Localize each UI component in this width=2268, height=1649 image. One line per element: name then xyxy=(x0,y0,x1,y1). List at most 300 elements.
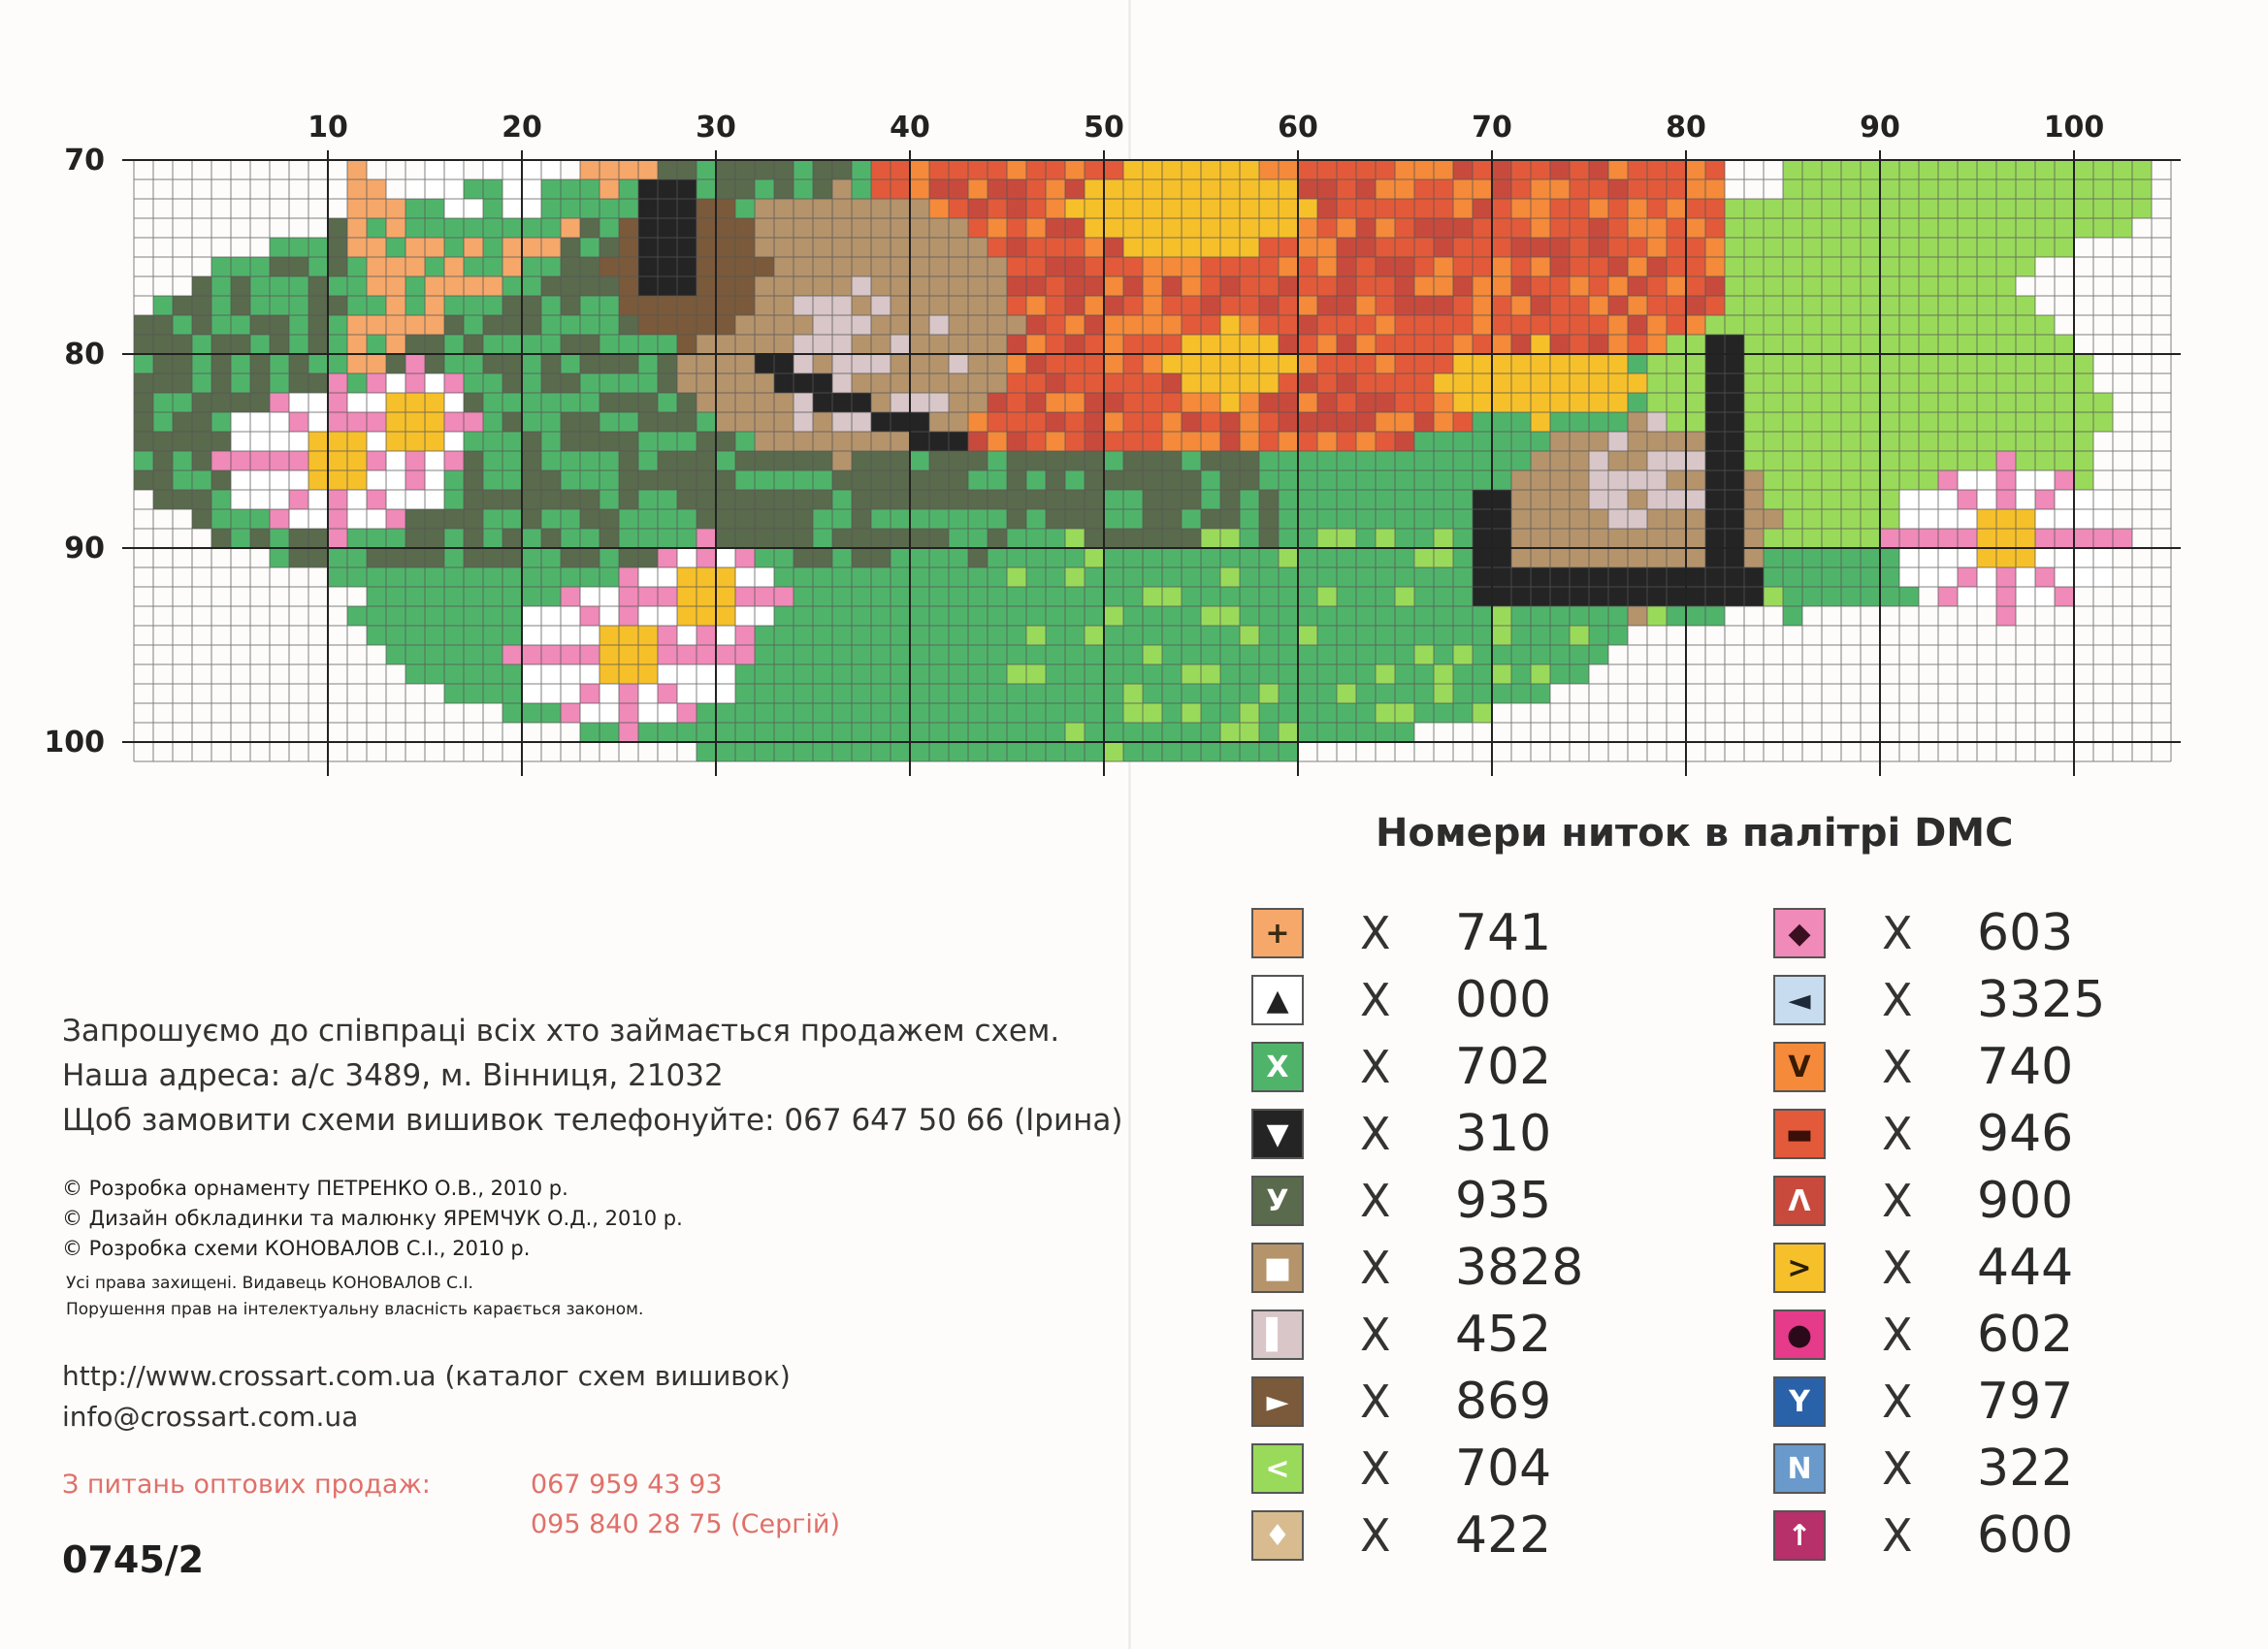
x-tick-label: 30 xyxy=(696,111,736,145)
stitch-cell xyxy=(1259,703,1279,723)
stitch-cell xyxy=(308,451,328,470)
stitch-cell xyxy=(211,490,231,509)
stitch-cell xyxy=(1531,548,1550,567)
stitch-cell xyxy=(1511,412,1531,432)
stitch-cell xyxy=(1143,451,1162,470)
legend-item xyxy=(1251,904,1698,971)
stitch-cell xyxy=(1065,567,1085,587)
stitch-cell xyxy=(2074,470,2093,490)
stitch-cell xyxy=(347,606,367,626)
stitch-cell xyxy=(1085,548,1104,567)
stitch-cell xyxy=(1783,393,1802,412)
stitch-cell xyxy=(988,432,1007,451)
stitch-cell xyxy=(1919,160,1938,179)
stitch-cell xyxy=(638,218,658,238)
stitch-cell xyxy=(1065,664,1085,684)
stitch-cell xyxy=(1667,587,1686,606)
stitch-cell xyxy=(599,238,619,257)
stitch-cell xyxy=(755,587,774,606)
stitch-cell xyxy=(1182,315,1201,335)
stitch-cell xyxy=(852,335,871,354)
stitch-cell xyxy=(1744,199,1764,218)
stitch-cell xyxy=(2016,257,2035,276)
stitch-cell xyxy=(1026,257,1046,276)
stitch-cell xyxy=(1570,490,1589,509)
stitch-cell xyxy=(716,567,735,587)
stitch-cell xyxy=(541,587,561,606)
stitch-cell xyxy=(367,432,386,451)
stitch-cell xyxy=(794,509,813,529)
stitch-cell xyxy=(1802,179,1822,199)
stitch-cell xyxy=(852,587,871,606)
stitch-cell xyxy=(1511,626,1531,645)
stitch-cell xyxy=(1414,684,1434,703)
stitch-cell xyxy=(1744,567,1764,587)
stitch-cell xyxy=(755,393,774,412)
stitch-cell xyxy=(580,257,599,276)
stitch-cell xyxy=(1996,548,2016,567)
stitch-cell xyxy=(716,393,735,412)
stitch-cell xyxy=(1958,218,1977,238)
stitch-cell xyxy=(2035,412,2055,432)
stitch-cell xyxy=(1899,393,1919,412)
stitch-cell xyxy=(1104,276,1123,296)
stitch-cell xyxy=(1531,315,1550,335)
stitch-cell xyxy=(755,354,774,373)
stitch-cell xyxy=(541,257,561,276)
stitch-cell xyxy=(658,276,677,296)
stitch-cell xyxy=(405,276,425,296)
stitch-cell xyxy=(638,276,658,296)
stitch-cell xyxy=(1822,587,1841,606)
legend-x-label: X xyxy=(1360,907,1391,959)
stitch-cell xyxy=(1240,373,1259,393)
stitch-cell xyxy=(1046,199,1065,218)
stitch-cell xyxy=(1162,335,1182,354)
stitch-cell xyxy=(852,199,871,218)
legend-swatch: Y xyxy=(1773,1376,1826,1427)
stitch-cell xyxy=(1550,645,1570,664)
stitch-cell xyxy=(425,257,444,276)
stitch-cell xyxy=(910,238,929,257)
stitch-cell xyxy=(774,490,794,509)
stitch-cell xyxy=(1550,296,1570,315)
stitch-cell xyxy=(1259,238,1279,257)
stitch-cell xyxy=(968,393,988,412)
stitch-cell xyxy=(1550,567,1570,587)
stitch-cell xyxy=(464,509,483,529)
stitch-cell xyxy=(561,509,580,529)
stitch-cell xyxy=(988,451,1007,470)
legend-thread-code: 3828 xyxy=(1455,1239,1584,1297)
stitch-cell xyxy=(1395,412,1414,432)
stitch-cell xyxy=(1705,509,1725,529)
stitch-cell xyxy=(1453,470,1473,490)
stitch-cell xyxy=(580,354,599,373)
stitch-cell xyxy=(1511,645,1531,664)
stitch-cell xyxy=(1162,393,1182,412)
stitch-cell xyxy=(1996,587,2016,606)
stitch-cell xyxy=(1492,529,1511,548)
stitch-cell xyxy=(483,160,502,179)
stitch-cell xyxy=(1453,373,1473,393)
stitch-cell xyxy=(1065,451,1085,470)
stitch-cell xyxy=(755,315,774,335)
stitch-cell xyxy=(231,412,250,432)
stitch-cell xyxy=(444,626,464,645)
stitch-cell xyxy=(308,490,328,509)
stitch-cell xyxy=(367,179,386,199)
stitch-cell xyxy=(1608,373,1628,393)
stitch-cell xyxy=(192,315,211,335)
stitch-cell xyxy=(1570,257,1589,276)
stitch-cell xyxy=(1104,179,1123,199)
stitch-cell xyxy=(735,276,755,296)
stitch-cell xyxy=(1628,432,1647,451)
stitch-cell xyxy=(1395,257,1414,276)
stitch-cell xyxy=(1686,587,1705,606)
stitch-cell xyxy=(1725,257,1744,276)
stitch-cell xyxy=(1977,296,1996,315)
stitch-cell xyxy=(1007,160,1026,179)
stitch-cell xyxy=(1356,179,1376,199)
stitch-cell xyxy=(1667,490,1686,509)
stitch-cell xyxy=(1143,393,1162,412)
stitch-cell xyxy=(1492,490,1511,509)
stitch-cell xyxy=(1317,276,1337,296)
stitch-cell xyxy=(1725,315,1744,335)
stitch-cell xyxy=(580,470,599,490)
stitch-cell xyxy=(1473,684,1492,703)
stitch-cell xyxy=(425,626,444,645)
stitch-cell xyxy=(347,335,367,354)
stitch-cell xyxy=(134,451,153,470)
stitch-cell xyxy=(1414,393,1434,412)
stitch-cell xyxy=(1182,664,1201,684)
stitch-cell xyxy=(1007,723,1026,742)
stitch-cell xyxy=(2113,529,2132,548)
credit-scheme: © Розробка схеми КОНОВАЛОВ С.І., 2010 р. xyxy=(62,1237,531,1260)
stitch-cell xyxy=(561,257,580,276)
stitch-cell xyxy=(697,432,716,451)
stitch-cell xyxy=(1182,276,1201,296)
stitch-cell xyxy=(1376,276,1395,296)
stitch-cell xyxy=(1182,509,1201,529)
stitch-cell xyxy=(1337,238,1356,257)
stitch-cell xyxy=(1589,529,1608,548)
stitch-cell xyxy=(1376,723,1395,742)
stitch-cell xyxy=(1628,199,1647,218)
stitch-cell xyxy=(1802,393,1822,412)
stitch-cell xyxy=(1143,432,1162,451)
stitch-cell xyxy=(1395,276,1414,296)
stitch-cell xyxy=(1899,160,1919,179)
stitch-cell xyxy=(231,451,250,470)
stitch-cell xyxy=(1899,567,1919,587)
stitch-cell xyxy=(813,160,832,179)
stitch-cell xyxy=(1589,606,1608,626)
stitch-cell xyxy=(949,393,968,412)
stitch-cell xyxy=(522,373,541,393)
stitch-cell xyxy=(580,587,599,606)
stitch-cell xyxy=(1511,509,1531,529)
stitch-cell xyxy=(1007,335,1026,354)
stitch-cell xyxy=(1802,470,1822,490)
stitch-cell xyxy=(328,470,347,490)
stitch-cell xyxy=(1608,470,1628,490)
stitch-cell xyxy=(1123,199,1143,218)
stitch-cell xyxy=(1046,703,1065,723)
stitch-cell xyxy=(1046,470,1065,490)
stitch-cell xyxy=(1065,645,1085,664)
legend-swatch: ■ xyxy=(1251,1243,1304,1293)
wholesale-phones xyxy=(531,1465,840,1544)
stitch-cell xyxy=(1376,432,1395,451)
stitch-cell xyxy=(522,703,541,723)
stitch-cell xyxy=(1298,490,1317,509)
stitch-cell xyxy=(1356,393,1376,412)
stitch-cell xyxy=(1531,354,1550,373)
stitch-cell xyxy=(1667,548,1686,567)
stitch-cell xyxy=(1764,451,1783,470)
stitch-cell xyxy=(2016,451,2035,470)
stitch-cell xyxy=(347,412,367,432)
stitch-cell xyxy=(1667,412,1686,432)
stitch-cell xyxy=(1065,742,1085,761)
stitch-cell xyxy=(522,238,541,257)
stitch-cell xyxy=(1705,432,1725,451)
stitch-cell xyxy=(405,315,425,335)
stitch-cell xyxy=(619,335,638,354)
stitch-cell xyxy=(1104,470,1123,490)
stitch-cell xyxy=(444,548,464,567)
stitch-cell xyxy=(405,354,425,373)
stitch-cell xyxy=(347,276,367,296)
stitch-cell xyxy=(425,276,444,296)
stitch-cell xyxy=(561,218,580,238)
stitch-cell xyxy=(1434,257,1453,276)
stitch-cell xyxy=(755,645,774,664)
stitch-cell xyxy=(1123,742,1143,761)
stitch-cell xyxy=(2093,393,2113,412)
stitch-cell xyxy=(929,684,949,703)
stitch-cell xyxy=(1705,393,1725,412)
stitch-cell xyxy=(1744,218,1764,238)
stitch-cell xyxy=(1453,335,1473,354)
y-tick-label: 90 xyxy=(64,532,105,566)
y-tick-label: 70 xyxy=(64,144,105,178)
stitch-cell xyxy=(1570,238,1589,257)
stitch-cell xyxy=(1686,199,1705,218)
stitch-cell xyxy=(561,179,580,199)
stitch-cell xyxy=(1376,199,1395,218)
stitch-cell xyxy=(949,412,968,432)
stitch-cell xyxy=(1085,451,1104,470)
stitch-cell xyxy=(599,626,619,645)
stitch-cell xyxy=(871,354,891,373)
stitch-cell xyxy=(1492,626,1511,645)
stitch-cell xyxy=(774,296,794,315)
stitch-cell xyxy=(464,257,483,276)
stitch-cell xyxy=(541,335,561,354)
stitch-cell xyxy=(405,296,425,315)
stitch-cell xyxy=(949,509,968,529)
stitch-cell xyxy=(1085,412,1104,432)
stitch-cell xyxy=(1628,238,1647,257)
stitch-cell xyxy=(677,529,697,548)
stitch-cell xyxy=(697,626,716,645)
stitch-cell xyxy=(1977,567,1996,587)
stitch-cell xyxy=(755,567,774,587)
stitch-cell xyxy=(774,179,794,199)
rights-line-1: Усі права захищені. Видавець КОНОВАЛОВ С.І. xyxy=(66,1274,473,1293)
stitch-cell xyxy=(541,354,561,373)
stitch-cell xyxy=(1570,373,1589,393)
legend-item xyxy=(1251,1239,1698,1306)
stitch-cell xyxy=(2016,296,2035,315)
stitch-cell xyxy=(2035,529,2055,548)
website-link[interactable]: http://www.crossart.com.ua (каталог схем вишивок) xyxy=(62,1360,791,1392)
stitch-cell xyxy=(599,723,619,742)
stitch-cell xyxy=(735,238,755,257)
stitch-cell xyxy=(1298,335,1317,354)
stitch-cell xyxy=(1201,645,1220,664)
legend-thread-code: 797 xyxy=(1977,1373,2074,1431)
stitch-cell xyxy=(1220,373,1240,393)
stitch-cell xyxy=(444,393,464,412)
stitch-cell xyxy=(871,587,891,606)
stitch-cell xyxy=(1589,393,1608,412)
stitch-cell xyxy=(1143,373,1162,393)
stitch-cell xyxy=(1220,218,1240,238)
stitch-cell xyxy=(988,509,1007,529)
stitch-cell xyxy=(231,315,250,335)
stitch-cell xyxy=(1317,684,1337,703)
stitch-cell xyxy=(988,742,1007,761)
stitch-cell xyxy=(1667,373,1686,393)
stitch-cell xyxy=(1744,238,1764,257)
stitch-cell xyxy=(1201,335,1220,354)
stitch-cell xyxy=(2035,373,2055,393)
stitch-cell xyxy=(1337,567,1356,587)
stitch-cell xyxy=(813,451,832,470)
stitch-cell xyxy=(1511,179,1531,199)
stitch-cell xyxy=(813,296,832,315)
stitch-cell xyxy=(1764,432,1783,451)
stitch-cell xyxy=(1570,335,1589,354)
stitch-cell xyxy=(1473,529,1492,548)
stitch-cell xyxy=(638,335,658,354)
email-link[interactable]: info@crossart.com.ua xyxy=(62,1401,359,1433)
stitch-cell xyxy=(2113,179,2132,199)
stitch-cell xyxy=(1938,393,1958,412)
stitch-cell xyxy=(1861,335,1880,354)
stitch-cell xyxy=(1473,257,1492,276)
stitch-cell xyxy=(444,179,464,199)
stitch-cell xyxy=(425,432,444,451)
stitch-cell xyxy=(1802,276,1822,296)
stitch-cell xyxy=(580,626,599,645)
stitch-cell xyxy=(1841,373,1861,393)
stitch-cell xyxy=(153,451,173,470)
stitch-cell xyxy=(638,160,658,179)
stitch-cell xyxy=(1395,548,1414,567)
stitch-cell xyxy=(289,238,308,257)
stitch-cell xyxy=(1104,218,1123,238)
stitch-cell xyxy=(949,548,968,567)
stitch-cell xyxy=(2074,509,2093,529)
stitch-cell xyxy=(1046,664,1065,684)
stitch-cell xyxy=(1453,199,1473,218)
stitch-cell xyxy=(580,432,599,451)
stitch-cell xyxy=(1705,490,1725,509)
stitch-cell xyxy=(250,470,270,490)
stitch-cell xyxy=(1182,335,1201,354)
stitch-cell xyxy=(1317,432,1337,451)
stitch-cell xyxy=(1104,160,1123,179)
stitch-cell xyxy=(1356,490,1376,509)
stitch-cell xyxy=(134,393,153,412)
stitch-cell xyxy=(949,160,968,179)
stitch-cell xyxy=(1550,432,1570,451)
stitch-cell xyxy=(1705,315,1725,335)
stitch-cell xyxy=(1686,354,1705,373)
stitch-cell xyxy=(1802,587,1822,606)
stitch-cell xyxy=(270,335,289,354)
stitch-cell xyxy=(1123,335,1143,354)
x-tick-label: 50 xyxy=(1084,111,1124,145)
stitch-cell xyxy=(483,373,502,393)
stitch-cell xyxy=(1861,451,1880,470)
stitch-cell xyxy=(813,490,832,509)
stitch-chart xyxy=(0,0,2268,795)
stitch-cell xyxy=(910,587,929,606)
stitch-cell xyxy=(2016,393,2035,412)
stitch-cell xyxy=(1220,626,1240,645)
stitch-cell xyxy=(1298,354,1317,373)
stitch-cell xyxy=(1414,703,1434,723)
stitch-cell xyxy=(677,606,697,626)
stitch-cell xyxy=(522,335,541,354)
stitch-cell xyxy=(1938,335,1958,354)
stitch-cell xyxy=(619,567,638,587)
stitch-cell xyxy=(813,703,832,723)
stitch-cell xyxy=(638,199,658,218)
stitch-cell xyxy=(813,238,832,257)
stitch-cell xyxy=(1279,645,1298,664)
stitch-cell xyxy=(813,509,832,529)
stitch-cell xyxy=(1279,548,1298,567)
stitch-cell xyxy=(677,412,697,432)
stitch-cell xyxy=(1104,354,1123,373)
stitch-cell xyxy=(1104,490,1123,509)
stitch-cell xyxy=(1317,451,1337,470)
stitch-cell xyxy=(173,296,192,315)
stitch-cell xyxy=(405,373,425,393)
stitch-cell xyxy=(522,160,541,179)
stitch-cell xyxy=(1705,160,1725,179)
stitch-cell xyxy=(1007,257,1026,276)
stitch-cell xyxy=(1317,315,1337,335)
stitch-cell xyxy=(852,432,871,451)
stitch-cell xyxy=(1220,238,1240,257)
stitch-cell xyxy=(1376,412,1395,432)
stitch-cell xyxy=(716,179,735,199)
stitch-cell xyxy=(1356,703,1376,723)
stitch-cell xyxy=(949,373,968,393)
stitch-cell xyxy=(1143,296,1162,315)
legend-x-label: X xyxy=(1882,974,1913,1026)
